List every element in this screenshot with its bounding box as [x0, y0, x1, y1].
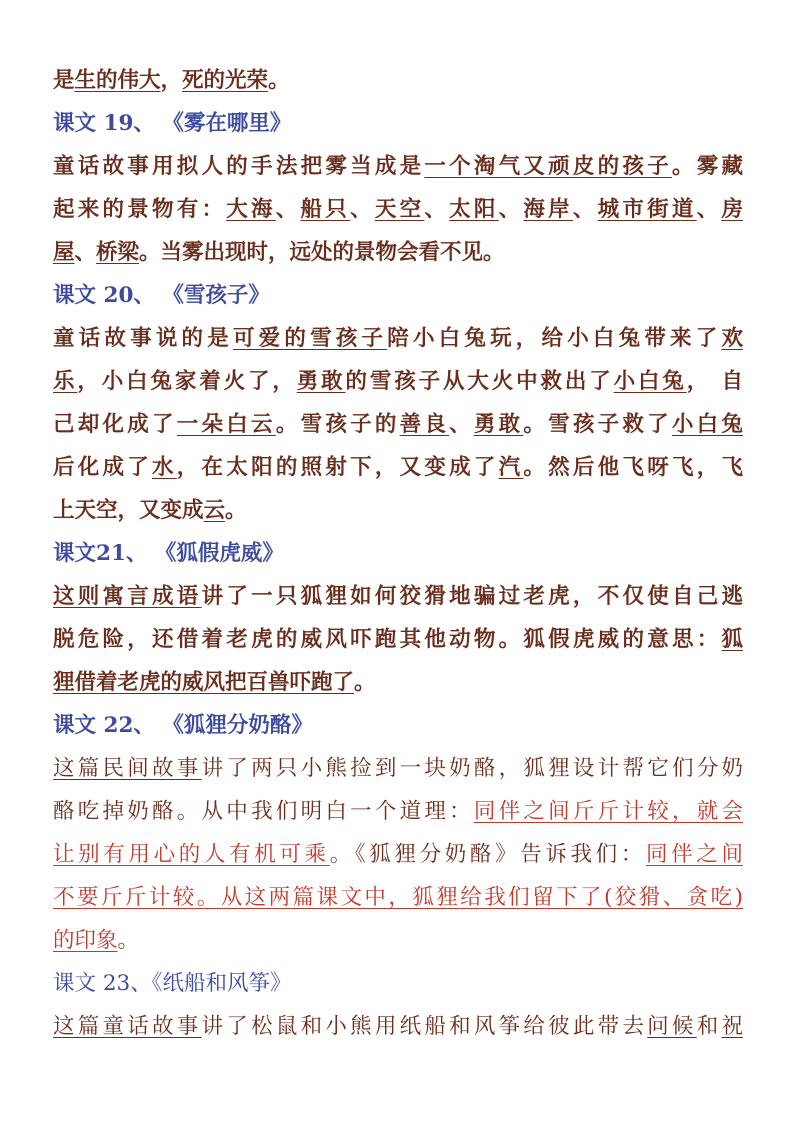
- text-line-17: [53, 748, 743, 790]
- text-segment: ，小白兔家着火了，: [77, 369, 297, 394]
- underlined-text: 屋: [53, 240, 75, 265]
- text-segment: 上天空，又变成: [53, 498, 204, 523]
- text-segment: 己却化成了: [53, 412, 177, 437]
- text-segment: 酪吃掉奶酪。从中我们明白一个道理：: [53, 799, 474, 824]
- text-line-9: [53, 404, 743, 446]
- text-segment: 的雪孩子从大火中救出了: [345, 369, 614, 394]
- underlined-text: 这篇民间故事: [53, 756, 202, 781]
- underlined-text: 太阳: [449, 197, 499, 222]
- text-line-19: [53, 834, 743, 876]
- underlined-text: 狐: [721, 627, 743, 652]
- text-line-1: [53, 60, 743, 102]
- text-line-11: [53, 490, 743, 532]
- text-segment: 是: [53, 68, 75, 93]
- text-line-3: [53, 146, 743, 188]
- underlined-text: 让别有用心的人有机可乘: [53, 842, 330, 867]
- text-segment: 。雾藏: [671, 154, 743, 179]
- text-line-5: [53, 232, 743, 274]
- text-segment: 、: [275, 197, 301, 222]
- underlined-text: 勇敢: [296, 369, 346, 394]
- underlined-text: 狸借着老虎的威风把百兽吓跑了: [53, 670, 355, 695]
- underlined-text: 大海: [226, 197, 276, 222]
- underlined-text: 这则寓言成语: [53, 584, 202, 609]
- text-segment: 、: [424, 197, 450, 222]
- text-segment: 、: [350, 197, 375, 222]
- underlined-text: 可爱的雪孩子: [232, 326, 388, 351]
- text-segment: ，: [160, 68, 183, 93]
- text-segment: 脱危险，还借着老虎的威风吓跑其他动物。狐假虎威的意思：: [53, 627, 722, 652]
- underlined-text: 生的伟大: [74, 68, 161, 93]
- underlined-text: 死的光荣: [182, 68, 269, 93]
- text-segment: 。当雾出现时，远处的景物会看不见。: [139, 240, 505, 265]
- text-segment: 、: [498, 197, 524, 222]
- text-segment: 。《狐狸分奶酪》告诉我们：: [329, 842, 646, 867]
- text-segment: 。: [225, 498, 247, 523]
- text-segment: 。: [117, 928, 140, 953]
- heading-lesson-22: 课文 22、 《狐狸分奶酪》: [53, 713, 313, 738]
- text-segment: 后化成了: [53, 455, 153, 480]
- underlined-text: 水: [152, 455, 177, 480]
- text-line-8: [53, 361, 743, 403]
- underlined-text: 桥梁: [96, 240, 140, 265]
- underlined-text: 一朵白云: [176, 412, 276, 437]
- underlined-text: 乐: [53, 369, 78, 394]
- underlined-text: 房: [721, 197, 743, 222]
- text-segment: 、: [74, 240, 97, 265]
- heading-lesson-23: 课文 23、《纸船和风筝》: [53, 971, 292, 996]
- underlined-text: 一个淘气又顽皮的孩子: [424, 154, 672, 179]
- text-segment: 讲了松鼠和小熊用纸船和风筝给彼此带去: [201, 1014, 648, 1039]
- heading-lesson-21: 课文21、 《狐假虎威》: [53, 541, 284, 566]
- underlined-text: 同伴之间斤斤计较，就会: [473, 799, 743, 824]
- text-segment: 、: [449, 412, 474, 437]
- underlined-text: 城市街道: [597, 197, 697, 222]
- text-line-18: [53, 791, 743, 833]
- text-segment: 、: [696, 197, 722, 222]
- underlined-text: 善良: [399, 412, 450, 437]
- text-segment: 。雪孩子的: [275, 412, 400, 437]
- underlined-text: 云: [203, 498, 226, 523]
- text-segment: ， 自: [686, 369, 743, 394]
- underlined-text: 祝: [721, 1014, 743, 1039]
- text-segment: 。雪孩子救了: [523, 412, 672, 437]
- underlined-text: 小白兔: [671, 412, 743, 437]
- underlined-text: 小白兔: [613, 369, 687, 394]
- text-segment: 。然后他飞呀飞，飞: [523, 455, 743, 480]
- heading-lesson-19: 课文 19、 《雾在哪里》: [53, 111, 292, 136]
- text-line-15: [53, 662, 743, 704]
- text-segment: 讲了一只狐狸如何狡猾地骗过老虎，不仅使自己逃: [201, 584, 743, 609]
- text-segment: 讲了两只小熊捡到一块奶酪，狐狸设计帮它们分奶: [201, 756, 743, 781]
- underlined-text: 欢: [721, 326, 743, 351]
- underlined-text: 这篇童话故事: [53, 1014, 202, 1039]
- underlined-text: 天空: [374, 197, 425, 222]
- text-segment: 起来的景物有：: [53, 197, 227, 222]
- text-line-14: [53, 619, 743, 661]
- underlined-text: 勇敢: [473, 412, 524, 437]
- text-line-10: [53, 447, 743, 489]
- underlined-text: 船只: [300, 197, 351, 222]
- text-segment: 童话故事说的是: [53, 326, 233, 351]
- text-line-23: [53, 1006, 743, 1048]
- text-segment: 童话故事用拟人的手法把雾当成是: [53, 154, 425, 179]
- text-line-4: [53, 189, 743, 231]
- heading-lesson-20: 课文 20、 《雪孩子》: [53, 283, 270, 308]
- text-line-21: [53, 920, 743, 962]
- underlined-text: 的印象: [53, 928, 118, 953]
- underlined-text: 海岸: [523, 197, 573, 222]
- text-segment: 和: [696, 1014, 722, 1039]
- text-segment: ，在太阳的照射下，又变成了: [176, 455, 499, 480]
- underlined-text: 。从这两篇课文中，狐狸给我们留下了(狡猾、贪吃): [196, 885, 743, 910]
- underlined-text: 汽: [498, 455, 524, 480]
- text-segment: 陪小白兔玩，给小白兔带来了: [387, 326, 722, 351]
- underlined-text: 不要斤斤计较: [53, 885, 197, 910]
- underlined-text: 同伴之间: [646, 842, 743, 867]
- text-line-20: [53, 877, 743, 919]
- text-line-13: [53, 576, 743, 618]
- text-line-7: [53, 318, 743, 360]
- underlined-text: 问候: [647, 1014, 697, 1039]
- text-segment: 。: [268, 68, 290, 93]
- text-segment: 、: [572, 197, 598, 222]
- text-segment: 。: [354, 670, 376, 695]
